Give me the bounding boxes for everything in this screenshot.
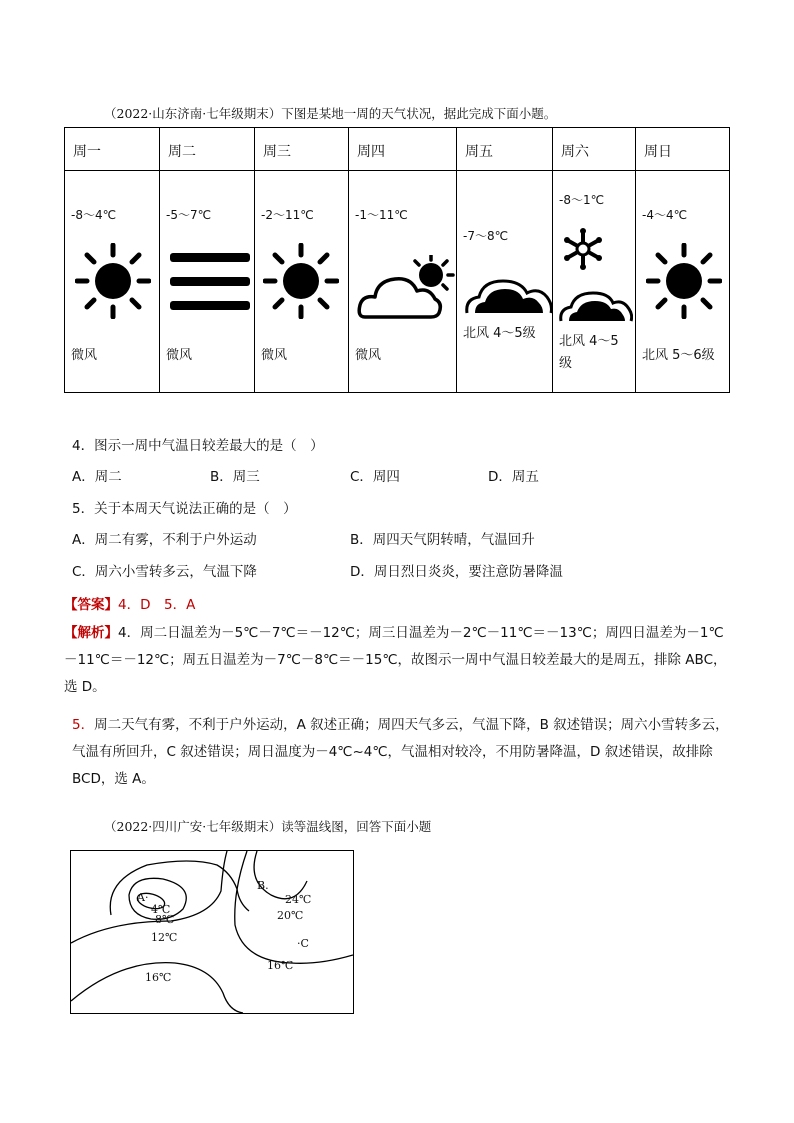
q4-option-a: A．周二	[72, 469, 122, 485]
wind-label: 北风 4～5级	[559, 334, 619, 371]
header-cell	[160, 128, 255, 171]
isotherm-16-label-left: 16℃	[145, 971, 172, 984]
temp-range: -8～1℃	[559, 193, 605, 207]
point-a-label: A·	[137, 891, 149, 904]
wind-label: 北风 4～5级	[463, 326, 536, 341]
q4-option-d: D．周五	[488, 469, 539, 485]
analysis-paragraph-1	[64, 620, 732, 701]
isotherm-8-label: 8℃	[155, 913, 175, 926]
temp-range: -5～7℃	[166, 208, 212, 222]
header-cell	[553, 128, 636, 171]
day-label: 周日	[644, 144, 672, 160]
header-cell	[65, 128, 160, 171]
wind-label: 微风	[166, 348, 193, 363]
weather-cell	[160, 171, 255, 393]
temp-range: -1～11℃	[355, 208, 408, 222]
day-label: 周四	[357, 144, 385, 160]
analysis-text-2: 周二天气有雾，不利于户外运动，A 叙述正确；周四天气多云，气温下降，B 叙述错误；周六小雪转多云，气温有所回升，C 叙述错误；周日温度为－4℃~4℃，气温相对较冷，不用防暑降温，D 叙述错误，故排除 BCD，选 A。	[72, 717, 729, 787]
wind-label: 微风	[71, 348, 98, 363]
sun-icon	[75, 243, 151, 319]
answer-text: 4．D 5．A	[118, 597, 196, 613]
header-cell	[255, 128, 349, 171]
temp-range: -2～11℃	[261, 208, 314, 222]
sun-icon	[263, 243, 339, 319]
snow-cloud-icon	[557, 225, 633, 325]
weather-table	[64, 127, 730, 393]
q5-option-b: B．周四天气阴转晴，气温回升	[350, 532, 535, 548]
wind-label: 微风	[261, 348, 288, 363]
answer-tag: 【答案】	[64, 597, 118, 613]
intro-text-2: （2022·四川广安·七年级期末）读等温线图，回答下面小题	[104, 819, 432, 834]
day-label: 周五	[465, 144, 493, 160]
overcast-icon	[465, 273, 553, 315]
q5-option-c: C．周六小雪转多云，气温下降	[72, 564, 257, 580]
wind-label: 微风	[355, 348, 382, 363]
analysis-tag: 【解析】	[64, 625, 118, 641]
temp-range: -4～4℃	[642, 208, 688, 222]
day-label: 周一	[73, 144, 101, 160]
weather-cell	[65, 171, 160, 393]
fog-icon	[170, 253, 250, 311]
answer-line	[64, 593, 195, 613]
analysis-number-2: 5．	[72, 717, 95, 733]
point-c-label: ·C	[297, 937, 309, 950]
q5-option-a: A．周二有雾，不利于户外运动	[72, 532, 257, 548]
point-b-label: B.	[257, 879, 269, 892]
q4-option-c: C．周四	[350, 469, 400, 485]
intro-text-1: （2022·山东济南·七年级期末）下图是某地一周的天气状况，据此完成下面小题。	[104, 106, 557, 121]
cloud-sun-icon	[357, 255, 455, 321]
weather-cell	[636, 171, 730, 393]
q4-option-b: B．周三	[210, 469, 260, 485]
wind-label: 北风 5～6级	[642, 348, 715, 363]
isotherm-4-label: 4℃	[151, 903, 171, 916]
analysis-paragraph-2	[72, 712, 732, 793]
analysis-text-1: 4．周二日温差为－5℃－7℃＝－12℃；周三日温差为－2℃－11℃＝－13℃；周四日温差为－1℃－11℃＝－12℃；周五日温差为－7℃－8℃＝－15℃，故图示一周中气温日较差最大的是周五，排除 ABC，选 D。	[64, 625, 727, 695]
isotherm-20-label: 20℃	[277, 909, 304, 922]
isotherm-24-label: 24℃	[285, 893, 312, 906]
day-label: 周三	[263, 144, 291, 160]
header-cell	[349, 128, 457, 171]
isotherm-12-label: 12℃	[151, 931, 178, 944]
day-label: 周二	[168, 144, 196, 160]
isotherm-lines	[71, 851, 353, 1013]
q5-option-d: D．周日烈日炎炎，要注意防暑降温	[350, 564, 563, 580]
sun-icon	[646, 243, 722, 319]
isotherm-16-label-right: 16℃	[267, 959, 294, 972]
day-label: 周六	[561, 144, 589, 160]
isotherm-map	[70, 850, 354, 1014]
header-cell	[636, 128, 730, 171]
question-5-stem: 5．关于本周天气说法正确的是（ ）	[72, 501, 297, 517]
question-4-stem: 4．图示一周中气温日较差最大的是（ ）	[72, 438, 324, 454]
header-cell	[457, 128, 553, 171]
weather-cell	[255, 171, 349, 393]
weather-cell	[457, 171, 553, 393]
temp-range: -8～4℃	[71, 208, 117, 222]
weather-cell	[553, 171, 636, 393]
temp-range: -7～8℃	[463, 229, 509, 243]
weather-cell	[349, 171, 457, 393]
